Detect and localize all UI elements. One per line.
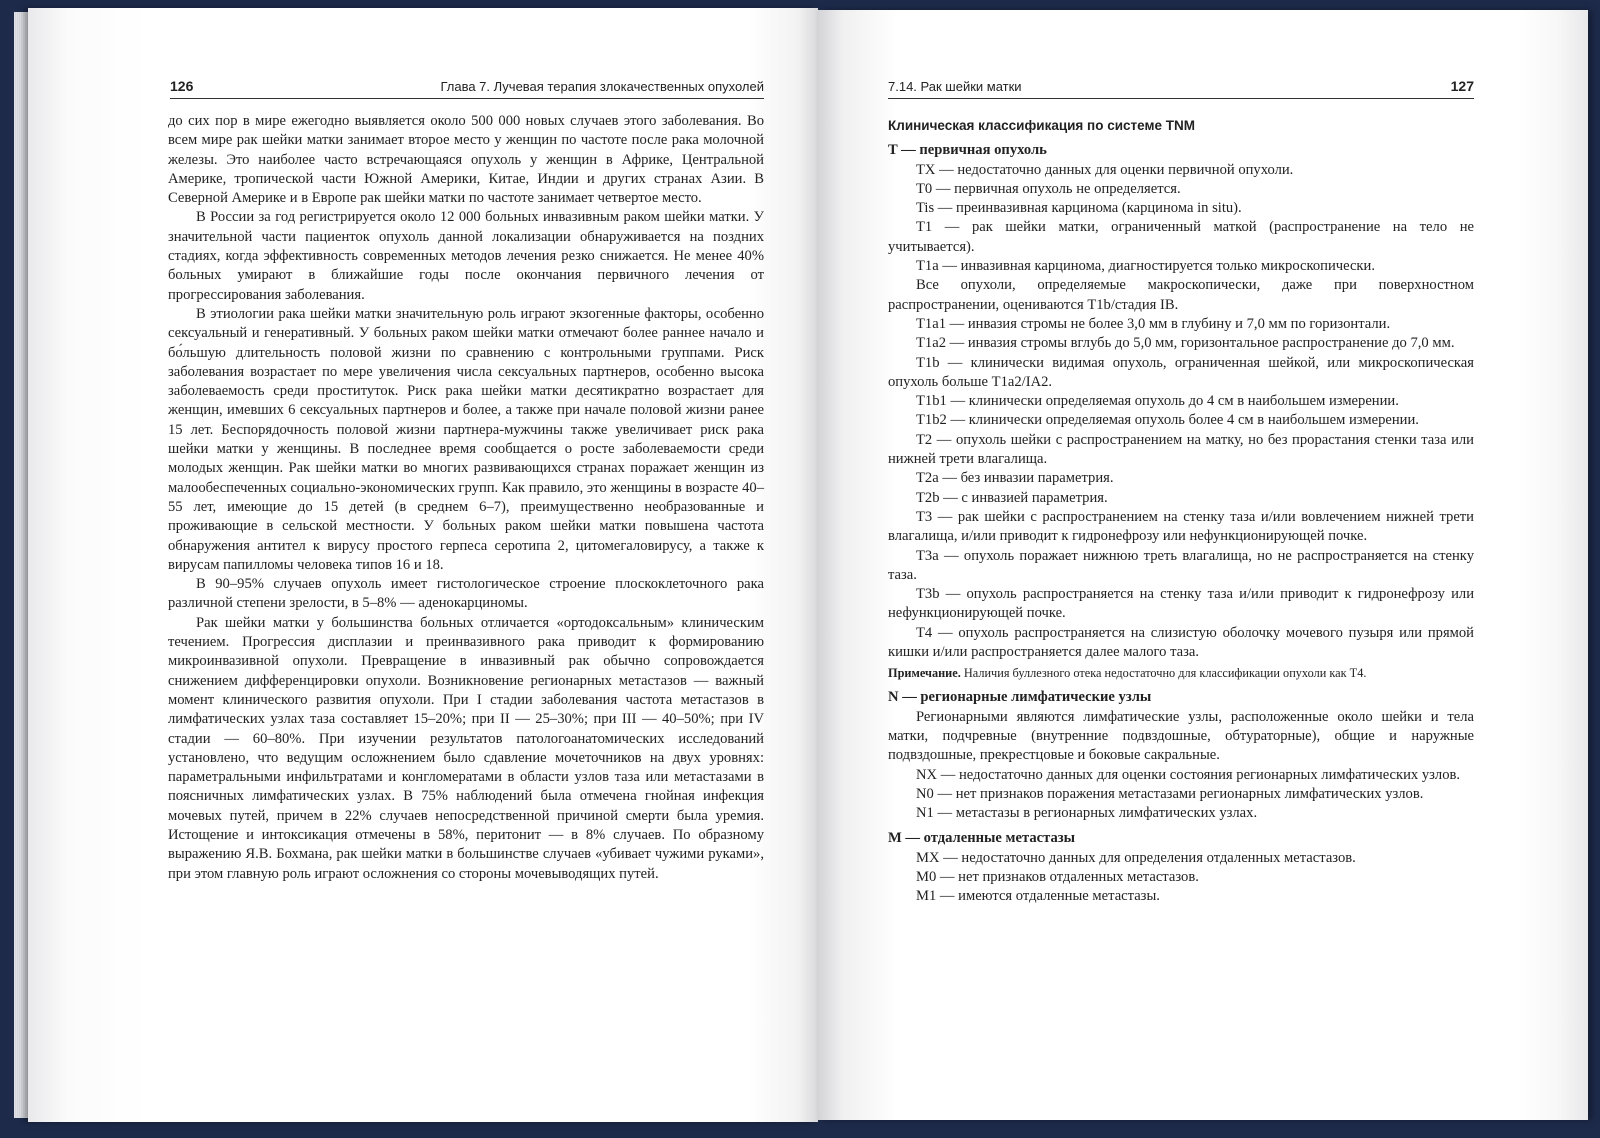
list-item: T4 — опухоль распространяется на слизистую оболочку мочевого пузыря или прямой кишки и/или распространяется далее малого таза. [888,624,1474,661]
list-item: N0 — нет признаков поражения метастазами регионарных лимфатических узлов. [916,785,1424,802]
list-item: M0 — нет признаков отдаленных метастазов. [916,868,1199,885]
list-item: NX — недостаточно данных для оценки состояния регионарных лимфатических узлов. [916,766,1461,783]
list-item: Регионарными являются лимфатические узлы, расположенные около шейки и тела матки, подчревные (внутренние подвздошные, обтураторные), общие и наружные подвздошные, прекрестцовые и боковые сакральные. [888,708,1474,764]
section-title: Клиническая классификация по системе TNM [888,118,1195,133]
list-item: Tis — преинвазивная карцинома (карцинома in situ). [916,200,1242,217]
list-item: T3 — рак шейки с распространением на стенку таза и/или вовлечением нижней трети влагалища, и/или приводит к гидронефрозу или нефункционирующей почке. [888,508,1474,545]
list-item: T1 — рак шейки матки, ограниченный маткой (распространение на тело не учитывается). [888,219,1474,255]
list-item: T2a — без инвазии параметрия. [916,470,1114,487]
list-item: T3b — опухоль распространяется на стенку таза и/или приводит к гидронефрозу или нефункционирующей почке. [888,586,1474,622]
right-body-text [888,112,1474,907]
list-item: Все опухоли, определяемые макроскопически, даже при поверхностном распространении, оцениваются T1b/стадия IB. [888,277,1474,313]
paragraph: В России за год регистрируется около 12 000 больных инвазивным раком шейки матки. У значительной части пациенток опухоль данной локализации обнаруживается на поздних стадиях, когда эффективность современных методов лечения резко снижается. Не менее 40% больных умирают в ближайшие годы после окончания первичного лечения от прогрессирования заболевания. [168,209,764,303]
list-item: T1b1 — клинически определяемая опухоль до 4 см в наибольшем измерении. [916,393,1399,410]
list-item: TX — недостаточно данных для оценки первичной опухоли. [916,161,1294,178]
list-item: T2b — с инвазией параметрия. [916,489,1108,506]
list-item: MX — недостаточно данных для определения отдаленных метастазов. [916,849,1356,866]
paragraph: Рак шейки матки у большинства больных отличается «ортодоксальным» клиническим течением. Прогрессия дисплазии и преинвазивного рака приводит к формированию микроинвазивной опухоли. Превращение в инвазивный рак обычно сопровождается снижением дифференцировки опухоли. Возникновение регионарных метастазов — важный момент клинического развития опухоли. При I стадии заболевания частота метастазов в лимфатических узлах таза составляет 15–20%; при II — 25–30%; при III — 40–50%; при IV стадии — 60–80%. При изучении результатов патологоанатомических исследований установлено, что ведущим осложнением было сдавление мочеточников на двух уровнях: параметральными инфильтратами и конгломератами в области узлов таза или метастазами в поясничных лимфатических узлах. В 75% наблюдений была отмечена гнойная инфекция мочевых путей, причем в 22% случаев непосредственной причиной смерти была уремия. Истощение и интоксикация отмечены в 58%, перитонит — в 8% случаев. По образному выражению Я.В. Бохмана, рак шейки матки в большинстве случаев «убивает чужими руками», при этом главную роль играют осложнения со стороны мочевыводящих путей. [168,614,764,882]
list-item: T1a — инвазивная карцинома, диагностируется только микроскопически. [916,258,1375,275]
left-running-title: Глава 7. Лучевая терапия злокачественных опухолей [440,79,764,94]
left-running-header [170,76,764,99]
m-heading: M — отдаленные метастазы [888,830,1075,847]
note [888,665,1474,682]
list-item: T1b2 — клинически определяемая опухоль более 4 см в наибольшем измерении. [916,412,1419,429]
note-text: Наличия буллезного отека недостаточно для классификации опухоли как T4. [960,666,1367,681]
list-item: T0 — первичная опухоль не определяется. [916,180,1181,197]
list-item: T1b — клинически видимая опухоль, ограниченная шейкой, или микроскопическая опухоль больше T1a2/IA2. [888,354,1474,390]
paragraph: до сих пор в мире ежегодно выявляется около 500 000 новых случаев этого заболевания. Во всем мире рак шейки матки занимает второе место у женщин по частоте после рака молочной железы. Это наиболее часто встречающаяся опухоль у женщин в Африке, Центральной Америке, тропической части Южной Америки, Китае, Индии и других странах Азии. В Северной Америке и в Европе рак шейки матки по частоте занимает четвертое место. [168,113,764,207]
list-item: M1 — имеются отдаленные метастазы. [916,888,1160,905]
t-heading: T — первичная опухоль [888,142,1047,159]
right-page-number: 127 [1450,78,1474,94]
list-item: T1a2 — инвазия стромы вглубь до 5,0 мм, горизонтальное распространение до 7,0 мм. [916,335,1455,352]
list-item: T2 — опухоль шейки с распространением на матку, но без прорастания стенки таза или нижней трети влагалища. [888,431,1474,468]
left-page-number: 126 [170,78,194,94]
list-item: T3a — опухоль поражает нижнюю треть влагалища, но не распространяется на стенку таза. [888,547,1474,583]
list-item: N1 — метастазы в регионарных лимфатических узлах. [916,805,1258,822]
list-item: T1a1 — инвазия стромы не более 3,0 мм в глубину и 7,0 мм по горизонтали. [916,315,1391,332]
note-label: Примечание. [888,666,961,681]
right-running-header [888,76,1474,99]
n-heading: N — регионарные лимфатические узлы [888,689,1152,706]
paragraph: В 90–95% случаев опухоль имеет гистологическое строение плоскоклеточного рака различной степени зрелости, в 5–8% — аденокарциномы. [168,576,764,612]
paragraph: В этиологии рака шейки матки значительную роль играют экзогенные факторы, особенно сексуальный и генеративный. У больных раком шейки матки отмечают более раннее начало и бо́льшую длительность половой жизни по сравнению с контрольными группами. Риск заболевания возрастает по мере увеличения числа сексуальных партнеров, особенно высока заболеваемость среди проституток. Риск рака шейки матки десятикратно возрастает для женщин, имевших 6 сексуальных партнеров и более, а также при начале половой жизни ранее 15 лет. Беспорядочность половой жизни партнера-мужчины также увеличивает риск рака шейки матки у женщины. В последнее время сообщается о росте заболеваемости среди молодых женщин. Рак шейки матки во многих развивающихся странах поражает женщин из малообеспеченных социально-экономических групп. Как правило, это женщины в возрасте 40–55 лет, имеющие до 15 детей (в среднем 6–7), преимущественно необразованные и проживающие в сельской местности. У больных раком шейки матки повышена частота обнаружения антител к вирусу простого герпеса серотипа 2, цитомегаловирусу, а также к вирусам папилломы человека типов 16 и 18. [168,305,764,573]
left-body-text [168,112,764,884]
right-running-title: 7.14. Рак шейки матки [888,79,1022,94]
